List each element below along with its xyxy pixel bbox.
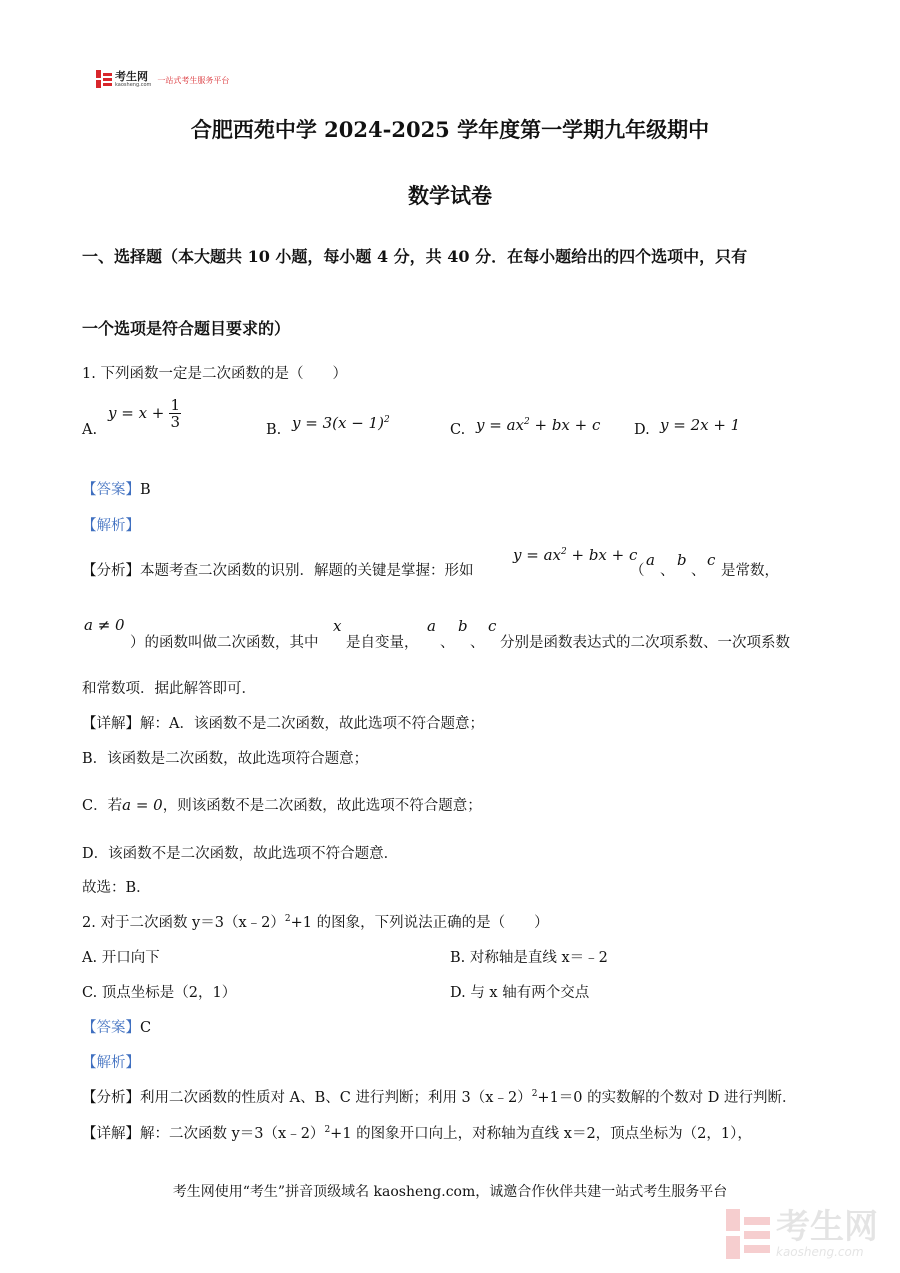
- q1-fenxi-line2c: 分别是函数表达式的二次项系数、一次项系数: [500, 635, 790, 651]
- q2-option-d: D. 与 x 轴有两个交点: [450, 985, 590, 1001]
- q1-fenxi-line1: 【分析】本题考查二次函数的识别．解题的关键是掌握：形如: [82, 563, 474, 579]
- q1-sep4: 、: [470, 635, 485, 651]
- q1-var-x: x: [333, 617, 342, 635]
- watermark-logo: [726, 1209, 878, 1259]
- q2-fenxi: 【分析】利用二次函数的性质对 A、B、C 进行判断；利用 3（x﹣2）$^2$+1＝0 的实数解的个数对 D 进行判断．: [82, 1089, 797, 1106]
- q1-var-a2: a: [427, 617, 436, 635]
- q1-var-c: c: [707, 551, 716, 569]
- answer-tag: 【答案】: [82, 482, 140, 498]
- q1-fenxi-line3: 和常数项．据此解答即可．: [82, 681, 256, 697]
- q1-detail-d: D．该函数不是二次函数，故此选项不符合题意．: [82, 846, 399, 862]
- q1-fenxi-paren: （: [630, 563, 645, 579]
- q1-var-a: a: [646, 551, 655, 569]
- q1-option-c-label: C.: [450, 422, 466, 438]
- logo-slogan: 一站式考生服务平台: [157, 75, 230, 85]
- q1-option-d-math: y = 2x + 1: [660, 416, 741, 434]
- q1-option-a-label: A.: [82, 422, 98, 438]
- q1-stem: 1. 下列函数一定是二次函数的是（ ）: [82, 366, 347, 382]
- q2-analysis-tag: 【解析】: [82, 1055, 140, 1071]
- q1-sep2: 、: [691, 563, 706, 579]
- q1-sep3: 、: [440, 635, 455, 651]
- watermark-name: 考生网: [776, 1207, 878, 1247]
- q1-answer: 【答案】B: [82, 482, 151, 498]
- kaosheng-watermark-icon: [726, 1209, 770, 1259]
- q1-option-c-math: $y = ax^2$ + bx + c: [476, 416, 601, 434]
- q1-sep1: 、: [660, 563, 675, 579]
- q2-stem: 2. 对于二次函数 y＝3（x﹣2）$^2$+1 的图象，下列说法正确的是（ ）: [82, 914, 549, 931]
- q1-detail-c: C．若a = 0，则该函数不是二次函数，故此选项不符合题意；: [82, 796, 482, 814]
- q1-condition: a ≠ 0: [84, 616, 125, 634]
- q2-answer: 【答案】C: [82, 1020, 152, 1036]
- page-subtitle: 数学试卷: [408, 183, 492, 208]
- q1-var-c2: c: [488, 617, 497, 635]
- logo-name: 考生网: [115, 69, 148, 83]
- q1-fenxi-formula: $y = ax^2$ + bx + c: [513, 546, 638, 564]
- page-footer: 考生网使用“考生”拼音顶级域名 kaosheng.com，诚邀合作伙伴共建一站式考生服务平台: [172, 1184, 728, 1200]
- fraction: $\frac{1}{3}$: [170, 396, 181, 431]
- logo-domain: kaosheng.com: [115, 81, 152, 88]
- header-logo: [96, 70, 229, 88]
- q1-option-b-label: B.: [266, 422, 282, 438]
- q1-fenxi-line2b: 是自变量，: [346, 635, 419, 651]
- q2-option-b: B. 对称轴是直线 x＝﹣2: [450, 950, 608, 966]
- section-heading-line1: 一、选择题（本大题共 10 小题，每小题 4 分，共 40 分．在每小题给出的四个选项中，只有: [82, 247, 748, 266]
- q1-fenxi-const: 是常数，: [721, 563, 779, 579]
- answer-tag: 【答案】: [82, 1020, 140, 1036]
- page-title: 合肥西苑中学 2024-2025 学年度第一学期九年级期中: [190, 117, 710, 142]
- q1-var-b: b: [677, 551, 687, 569]
- q1-option-d-label: D.: [634, 422, 650, 438]
- q2-option-a: A. 开口向下: [82, 950, 160, 966]
- q1-choose: 故选：B．: [82, 880, 151, 896]
- q1-detail-b: B．该函数是二次函数，故此选项符合题意；: [82, 751, 369, 767]
- section-heading-line2: 一个选项是符合题目要求的）: [82, 319, 291, 338]
- q1-var-b2: b: [458, 617, 468, 635]
- q1-fenxi-line2: ）的函数叫做二次函数，其中: [130, 635, 319, 651]
- q1-option-b-math: $y = 3(x - 1)^2$: [292, 414, 390, 432]
- kaosheng-logo-icon: [96, 70, 112, 88]
- q1-option-a-math: y = x + $\frac{1}{3}$: [108, 396, 181, 431]
- q1-detail-a: 【详解】解：A．该函数不是二次函数，故此选项不符合题意；: [82, 716, 484, 732]
- q2-detail: 【详解】解：二次函数 y＝3（x﹣2）$^2$+1 的图象开口向上，对称轴为直线 x＝2，顶点坐标为（2，1），: [82, 1125, 752, 1142]
- q2-option-c: C. 顶点坐标是（2，1）: [82, 985, 237, 1001]
- q1-analysis-tag: 【解析】: [82, 518, 140, 534]
- watermark-domain: kaosheng.com: [776, 1245, 864, 1259]
